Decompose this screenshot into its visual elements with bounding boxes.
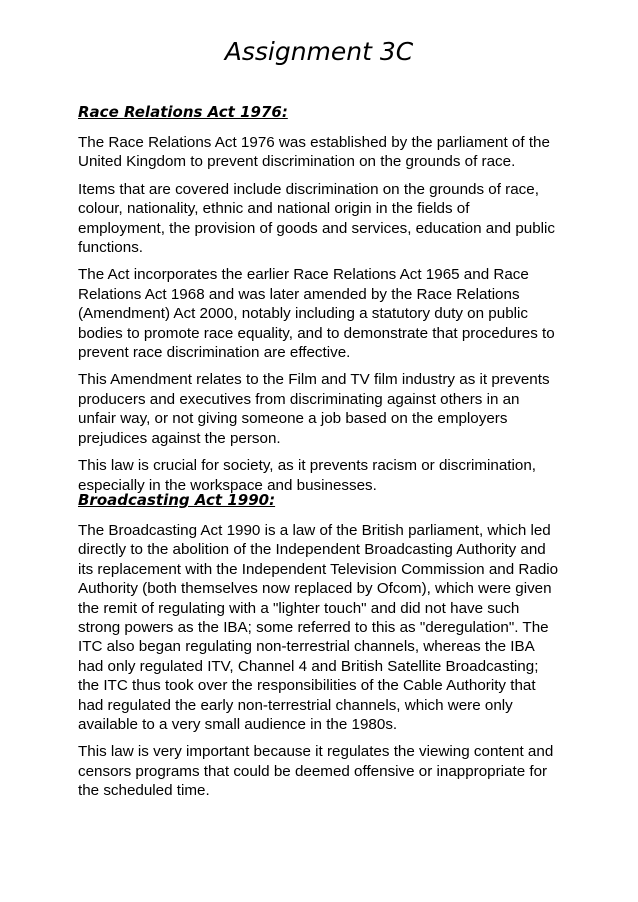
paragraph: This law is crucial for society, as it prevents racism or discrimination, especially in the workspace and businesses.	[78, 457, 537, 494]
section-heading: Broadcasting Act 1990:	[78, 491, 276, 509]
paragraph: This Amendment relates to the Film and TV film industry as it prevents producers and executives from discriminating against others in an unfair way, or not giving someone a job based on the employers prejudices against the person.	[78, 371, 550, 447]
section-race-relations-act	[78, 102, 560, 503]
section-broadcasting-act	[78, 490, 560, 809]
paragraph: This law is very important because it regulates the viewing content and censors programs that could be deemed offensive or inappropriate for the scheduled time.	[78, 743, 554, 800]
paragraph: Items that are covered include discrimination on the grounds of race, colour, nationality, ethnic and national origin in the fields of employment, the provision of goods and services, education and public functions.	[78, 180, 556, 257]
paragraph: The Race Relations Act 1976 was established by the parliament of the United Kingdom to prevent discrimination on the grounds of race.	[78, 134, 550, 171]
document-title: Assignment 3C	[224, 37, 414, 66]
section-heading: Race Relations Act 1976:	[78, 103, 288, 121]
paragraph: The Broadcasting Act 1990 is a law of the British parliament, which led directly to the abolition of the Independent Broadcasting Authority and its replacement with the Independent Television Commission and Radio Authority (both themselves now replaced by Ofcom), which were given the remit of regulating with a "lighter touch" and did not have such strong powers as the IBA; some referred to this as "deregulation". The ITC also began regulating non-terrestrial channels, whereas the IBA had only regulated ITV, Channel 4 and British Satellite Broadcasting; the ITC thus took over the responsibilities of the Cable Authority that had regulated the early non-terrestrial channels, which were only available to a very small audience in the 1980s.	[78, 522, 559, 734]
paragraph: The Act incorporates the earlier Race Relations Act 1965 and Race Relations Act 1968 and was later amended by the Race Relations (Amendment) Act 2000, notably including a statutory duty on public bodies to promote race equality, and to demonstrate that procedures to prevent race discrimination are effective.	[78, 266, 555, 362]
